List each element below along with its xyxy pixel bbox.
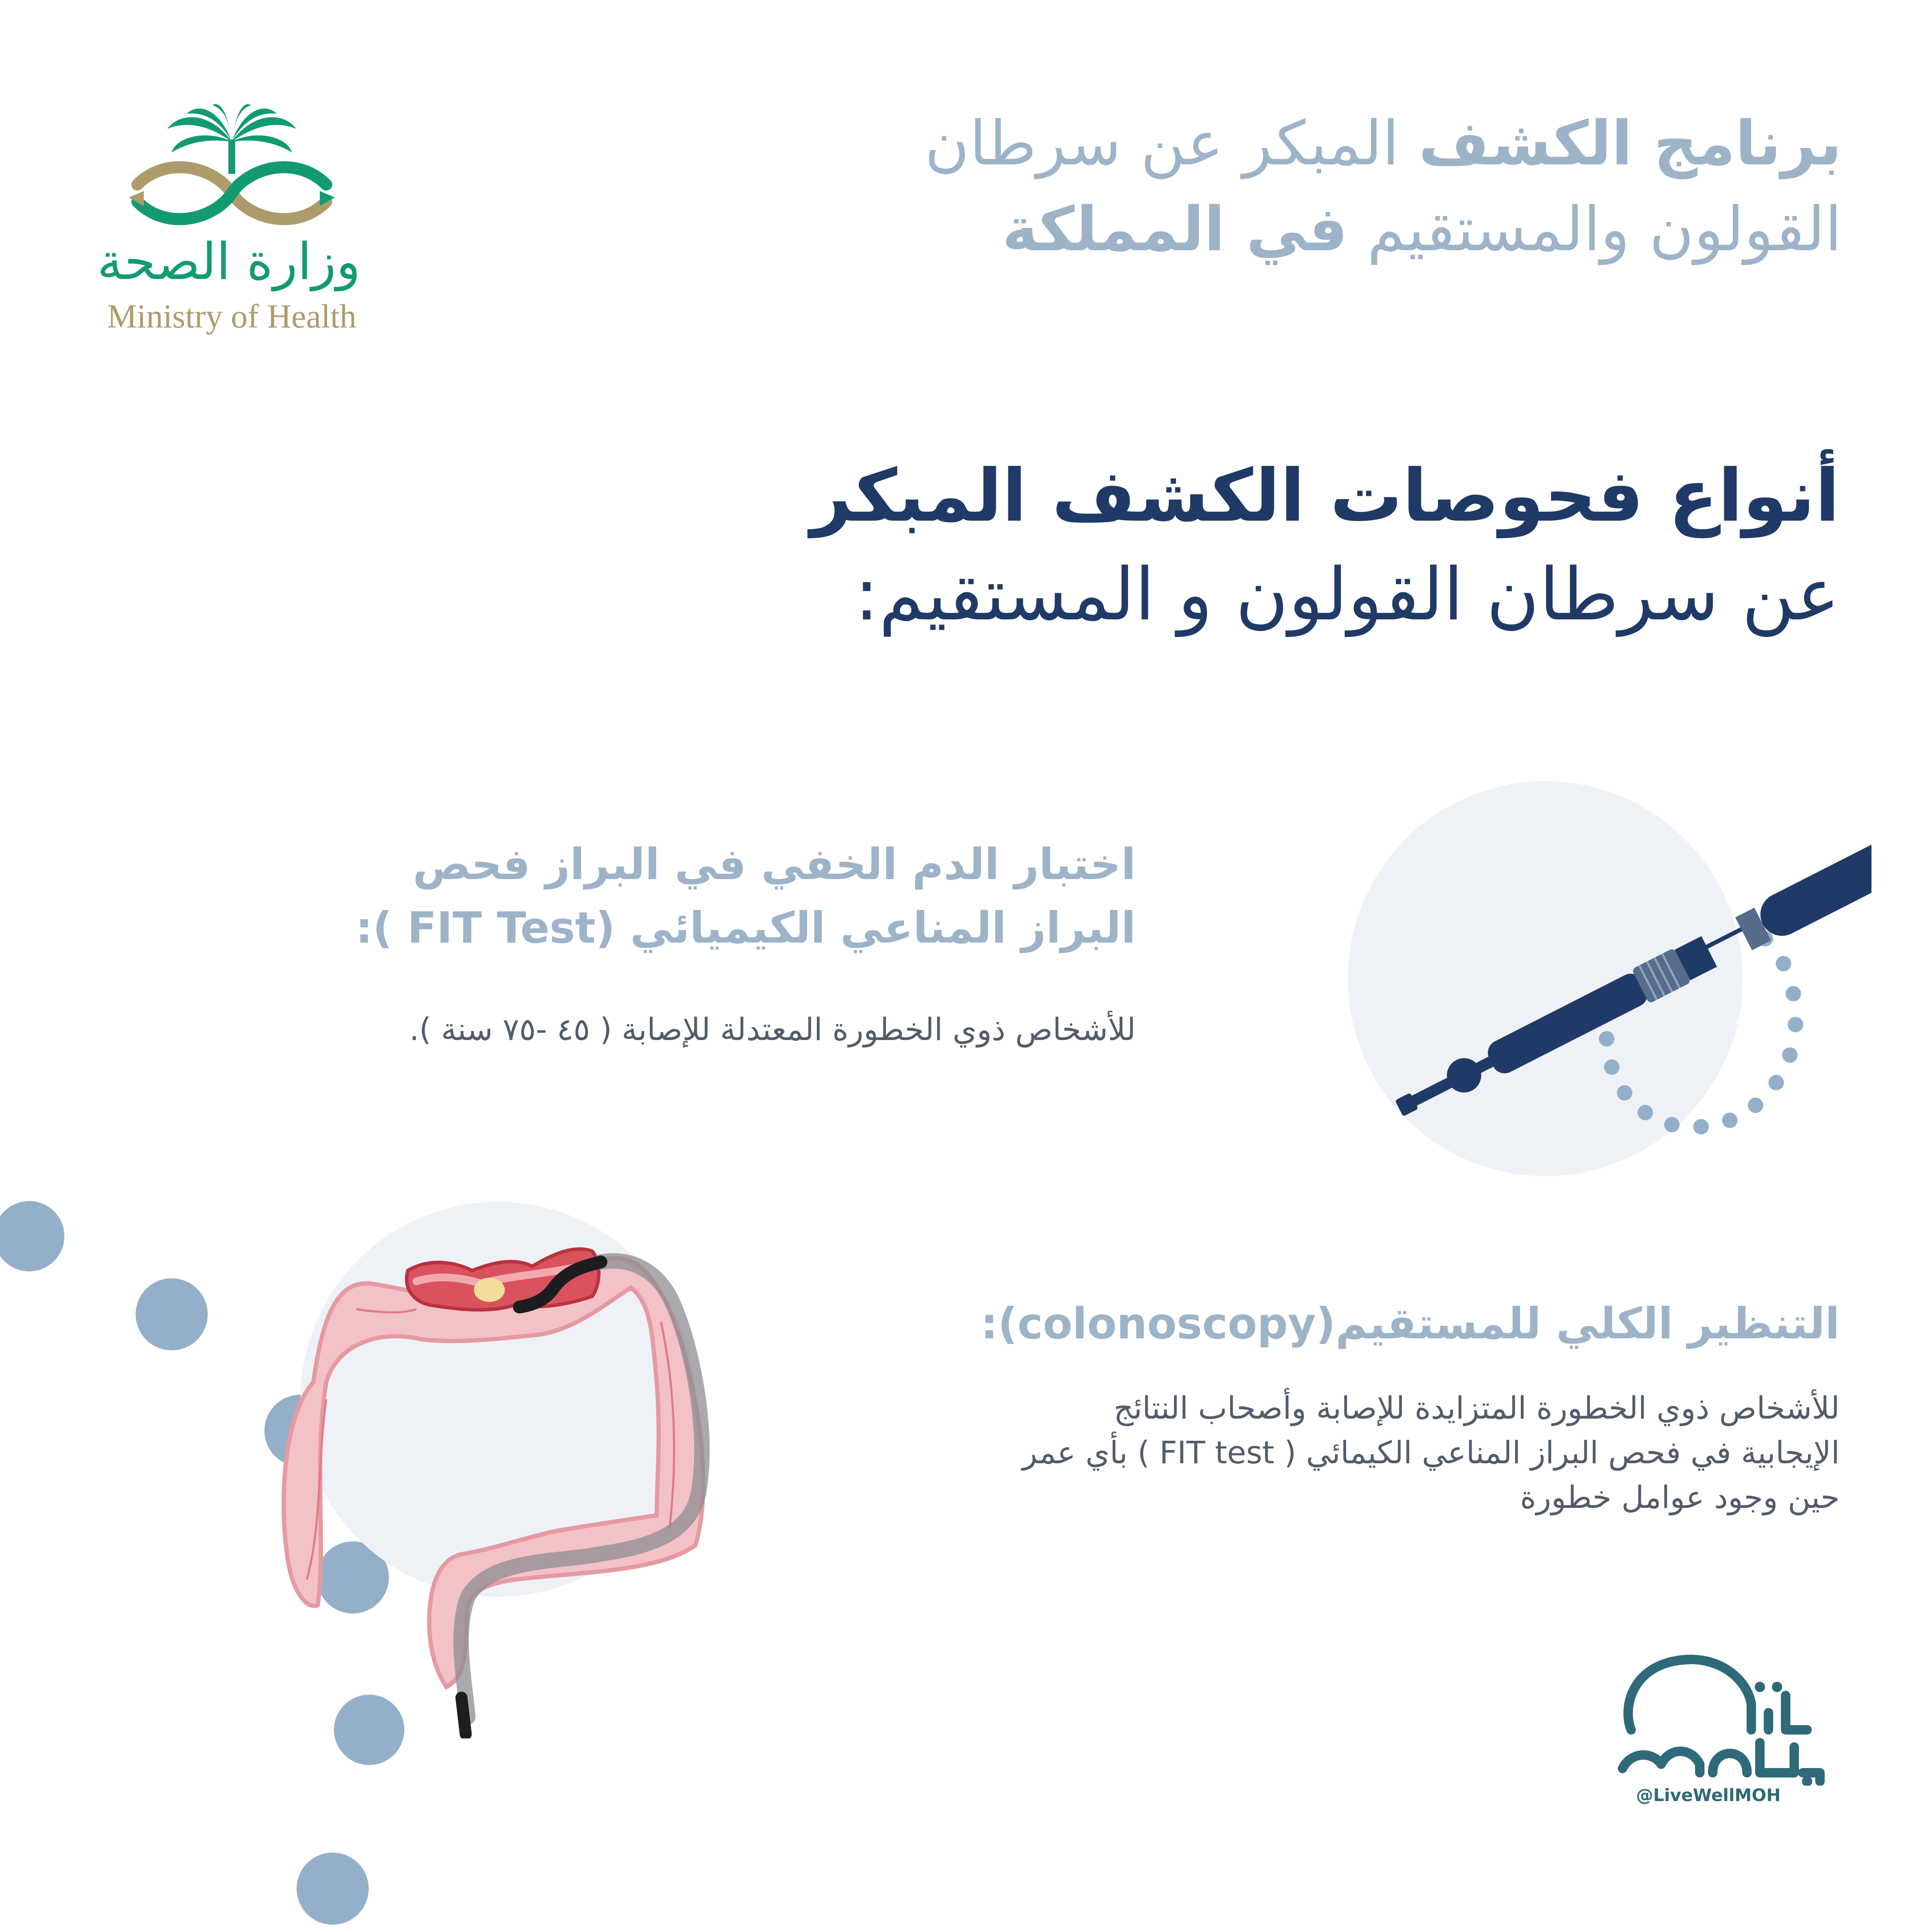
moh-logo <box>97 103 378 343</box>
live-well-mark-icon <box>1605 1644 1837 1786</box>
colonoscopy-illustration <box>215 1159 755 1738</box>
header-line-1-regular: المبكر عن سرطان <box>925 108 1399 179</box>
header-line-2 <box>726 187 1842 273</box>
header-line-2-bold: في المملكة <box>1002 194 1348 265</box>
live-well-logo <box>1605 1644 1846 1833</box>
colonoscopy-description-line-2: الإيجابية في فحص البراز المناعي الكيمائي ( FIT test ) بأي عمر <box>1022 1435 1840 1471</box>
fit-test-title-line-1: اختبار الدم الخفي في البراز فحص <box>412 839 1136 889</box>
colonoscopy-description-line-3: حين وجود عوامل خطورة <box>1520 1479 1840 1515</box>
header-line-1-bold: برنامج الكشف <box>1418 108 1842 179</box>
live-well-handle: @LiveWellMOH <box>1636 1786 1781 1805</box>
program-header <box>726 101 1842 273</box>
colonoscopy-section <box>938 1292 1840 1520</box>
fit-test-illustration <box>1202 764 1871 1185</box>
header-line-1 <box>726 101 1842 187</box>
polyp-icon <box>474 1278 505 1302</box>
main-title-line-2: عن سرطان القولون و المستقيم: <box>854 552 1840 637</box>
palm-swords-icon <box>103 103 361 232</box>
header-line-2-regular: القولون والمستقيم <box>1367 194 1842 265</box>
dot <box>297 1853 369 1925</box>
fit-test-section <box>355 833 1136 1052</box>
colonoscopy-title: التنظير الكلي للمستقيم(colonoscopy): <box>980 1298 1840 1349</box>
dot <box>136 1278 208 1350</box>
moh-logo-arabic: وزارة الصحة <box>97 232 361 291</box>
colonoscopy-description-line-1: للأشخاص ذوي الخطورة المتزايدة للإصابة وأصحاب النتائج <box>1113 1390 1840 1426</box>
dot <box>0 1201 64 1271</box>
fit-test-description: للأشخاص ذوي الخطورة المعتدلة للإصابة ( ٤٥ -٧٥ سنة ). <box>409 1011 1136 1047</box>
main-title-line-1: أنواع فحوصات الكشف المبكر <box>810 454 1840 538</box>
fit-test-title-line-2: البراز المناعي الكيميائي (FIT Test ): <box>355 903 1136 953</box>
moh-logo-english: Ministry of Health <box>107 297 357 335</box>
main-title <box>681 446 1840 644</box>
